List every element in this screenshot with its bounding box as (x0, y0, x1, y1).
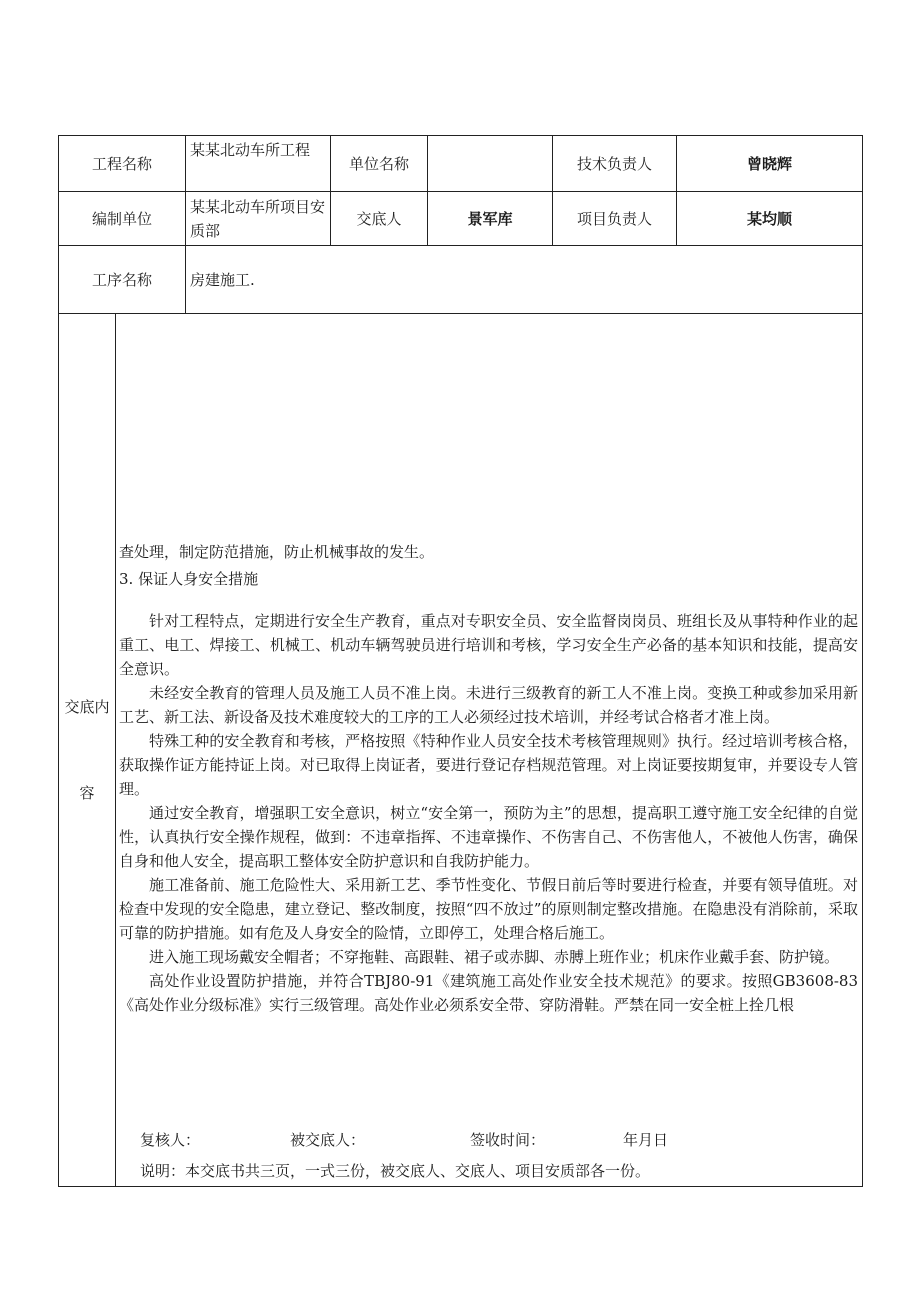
process-label: 工序名称 (59, 246, 186, 314)
footer-note: 说明：本交底书共三页，一式三份，被交底人、交底人、项目安质部各一份。 (140, 1162, 651, 1180)
content-side-label (59, 314, 116, 1187)
paragraph: 进入施工现场戴安全帽者；不穿拖鞋、高跟鞋、裙子或赤脚、赤膊上班作业；机床作业戴手套、防护镜。 (149, 947, 840, 966)
section-heading: 3. 保证人身安全措施 (119, 569, 259, 588)
side-label-line2: 容 (79, 784, 95, 802)
briefer-value: 景军库 (428, 192, 553, 246)
row-compiler (59, 192, 863, 246)
paragraph: 查处理，制定防范措施，防止机械事故的发生。 (119, 542, 435, 561)
paragraph: 通过安全教育，增强职工安全意识，树立“安全第一，预防为主”的思想，提高职工遵守施工安全纪律的自觉性，认真执行安全操作规程，做到：不违章指挥、不违章操作、不伤害自己、不伤害他人，不被他人伤害，确保自身和他人安全，提高职工整体安全防护意识和自我防护能力。 (119, 803, 859, 870)
paragraph: 特殊工种的安全教育和考核，严格按照《特种作业人员安全技术考核管理规则》执行。经过培训考核合格，获取操作证方能持证上岗。对已取得上岗证者，要进行登记存档规范管理。对上岗证要按期复审，并要设专人管理。 (119, 731, 859, 798)
date-label: 年月日 (623, 1131, 669, 1149)
reviewer-label: 复核人： (140, 1131, 201, 1149)
compiler-label: 编制单位 (59, 192, 186, 246)
row-process (59, 246, 863, 314)
paragraph: 针对工程特点，定期进行安全生产教育，重点对专职安全员、安全监督岗岗员、班组长及从事特种作业的起重工、电工、焊接工、机械工、机动车辆驾驶员进行培训和考核，学习安全生产必备的基本知识和技能，提高安全意识。 (119, 611, 859, 678)
side-label-line1: 交底内 (64, 698, 110, 716)
briefing-form (58, 135, 862, 1129)
paragraph: 高处作业设置防护措施，并符合TBJ80-91《建筑施工高处作业安全技术规范》的要求。按照GB3608-83《高处作业分级标准》实行三级管理。高处作业必须系安全带、穿防滑鞋。严禁在同一安全桩上拴几根 (119, 971, 859, 1014)
paragraph: 未经安全教育的管理人员及施工人员不准上岗。未进行三级教育的新工人不准上岗。变换工种或参加采用新工艺、新工法、新设备及技术难度较大的工序的工人必须经过技术培训，并经考试合格者才准上岗。 (119, 683, 859, 726)
row-content (59, 314, 863, 1187)
compiler-value: 某某北动车所项目安质部 (186, 192, 331, 246)
tech-lead-value: 曾晓辉 (677, 136, 863, 192)
briefer-label: 交底人 (331, 192, 428, 246)
project-name-label: 工程名称 (59, 136, 186, 192)
tech-lead-label: 技术负责人 (553, 136, 677, 192)
paragraph: 施工准备前、施工危险性大、采用新工艺、季节性变化、节假日前后等时要进行检查，并要有领导值班。对检查中发现的安全隐患，建立登记、整改制度，按照“四不放过”的原则制定整改措施。在隐患没有消除前，采取可靠的防护措施。如有危及人身安全的险情，立即停工，处理合格后施工。 (119, 875, 859, 942)
process-value: 房建施工. (186, 246, 863, 314)
sign-time-label: 签收时间： (470, 1131, 546, 1149)
unit-name-label: 单位名称 (331, 136, 428, 192)
project-lead-label: 项目负责人 (553, 192, 677, 246)
recipient-label: 被交底人： (290, 1131, 366, 1149)
row-project (59, 136, 863, 192)
project-lead-value: 某均顺 (677, 192, 863, 246)
project-name-value: 某某北动车所工程 (186, 136, 331, 192)
content-body (116, 314, 863, 1187)
unit-name-value (428, 136, 553, 192)
briefing-table (58, 135, 863, 1187)
